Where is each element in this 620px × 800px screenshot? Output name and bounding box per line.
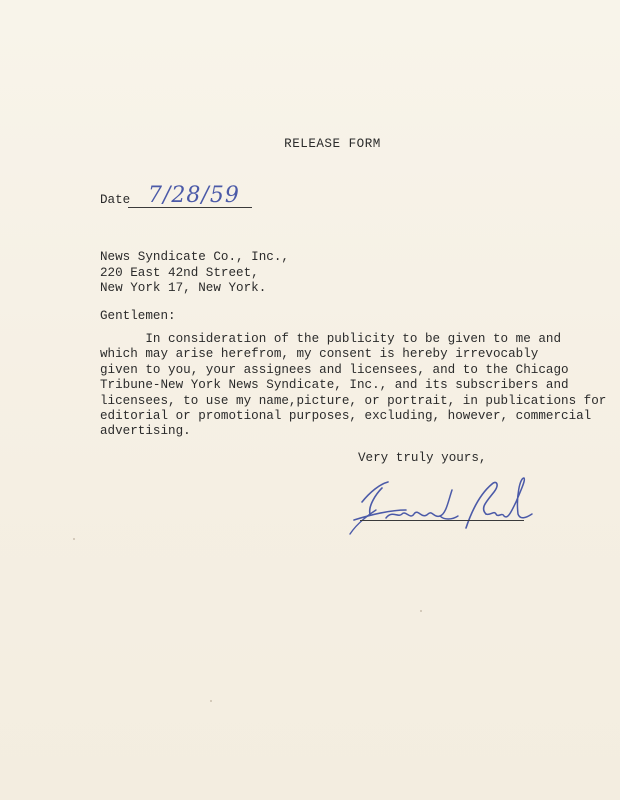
address-line: News Syndicate Co., Inc., (100, 250, 289, 264)
paper-speck (210, 700, 212, 702)
closing-phrase: Very truly yours, (358, 451, 487, 465)
date-label: Date (100, 193, 131, 207)
document-title: RELEASE FORM (284, 137, 381, 151)
body-line: given to you, your assignees and licensees, and to the Chicago (100, 362, 569, 377)
handwritten-signature (340, 462, 540, 542)
signature-line (360, 520, 524, 521)
date-underline (128, 207, 252, 208)
body-line: licensees, to use my name,picture, or portrait, in publications for (100, 393, 607, 408)
address-line: New York 17, New York. (100, 281, 267, 295)
paper-speck (73, 538, 75, 540)
body-line: editorial or promotional purposes, excluding, however, commercial (100, 409, 592, 424)
handwritten-date: 7/28/59 (148, 183, 240, 208)
paper-speck (420, 610, 422, 612)
date-field (100, 183, 240, 208)
address-line: 220 East 42nd Street, (100, 265, 259, 280)
recipient-address (100, 250, 289, 297)
salutation: Gentlemen: (100, 309, 176, 323)
body-line: which may arise herefrom, my consent is hereby irrevocably (100, 347, 539, 362)
body-line: advertising. (100, 424, 191, 439)
release-body (100, 332, 607, 440)
body-line: Tribune-New York News Syndicate, Inc., and its subscribers and (100, 378, 569, 393)
body-line: In consideration of the publicity to be given to me and (100, 332, 562, 346)
